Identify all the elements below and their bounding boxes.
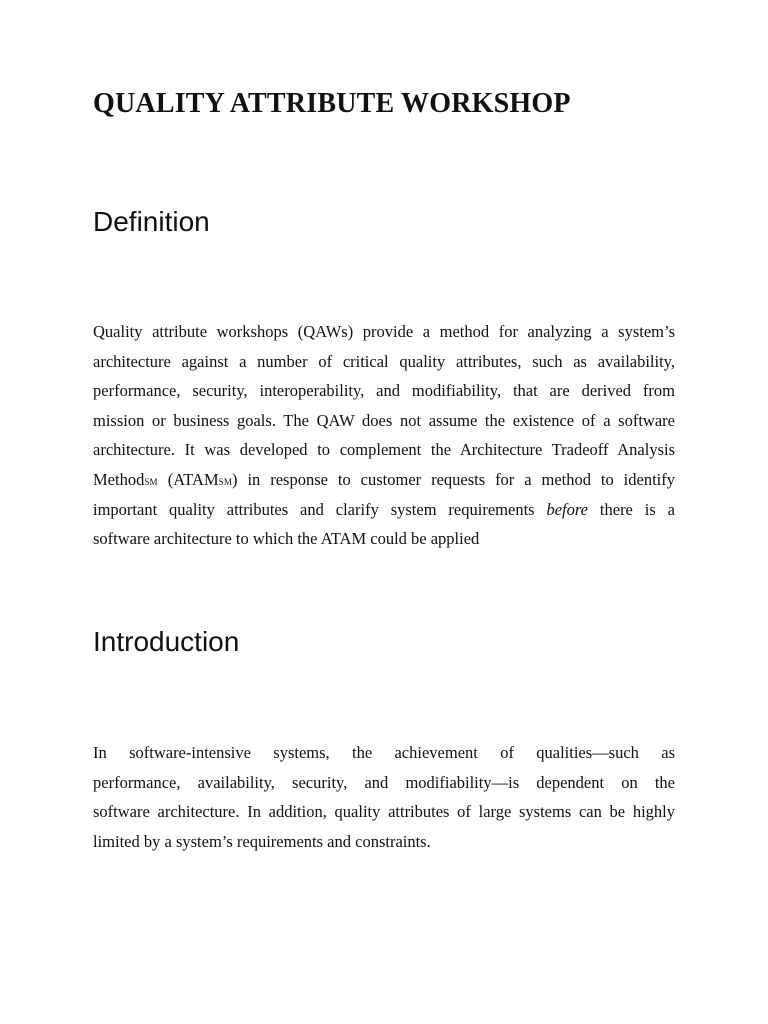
paragraph-line: architecture. It was developed to complement the Architecture Tradeoff Analysis bbox=[93, 440, 675, 460]
service-mark-text: SM bbox=[218, 476, 233, 487]
document-title: QUALITY ATTRIBUTE WORKSHOP bbox=[93, 88, 571, 119]
paragraph-line bbox=[93, 465, 675, 495]
paragraph-line: Quality attribute workshops (QAWs) provide a method for analyzing a system’s bbox=[93, 322, 675, 341]
paragraph-line: In software-intensive systems, the achievement of qualities—such as bbox=[93, 743, 675, 762]
line-text: there is a bbox=[588, 499, 675, 519]
paragraph-line bbox=[93, 495, 675, 525]
paragraph-line: software architecture to which the ATAM could be applied bbox=[93, 529, 480, 549]
paragraph-line: performance, security, interoperability, and modifiability, that are derived from bbox=[93, 381, 675, 401]
line-text: (ATAM bbox=[157, 469, 219, 489]
section-heading-definition: Definition bbox=[93, 206, 210, 237]
emphasis-text: before bbox=[546, 499, 589, 519]
introduction-paragraph bbox=[93, 738, 675, 856]
section-heading-introduction: Introduction bbox=[93, 626, 240, 657]
line-text: important quality attributes and clarify system requirements bbox=[93, 499, 547, 519]
line-text: Method bbox=[93, 469, 145, 489]
service-mark-text: SM bbox=[144, 476, 158, 487]
paragraph-line: limited by a system’s requirements and constraints. bbox=[93, 831, 431, 851]
paragraph-line: performance, availability, security, and modifiability—is dependent on the bbox=[93, 772, 675, 792]
line-text: ) in response to customer requests for a method to identify bbox=[232, 469, 675, 489]
definition-paragraph bbox=[93, 317, 675, 554]
paragraph-line: software architecture. In addition, quality attributes of large systems can be highly bbox=[93, 802, 675, 822]
paragraph-line: mission or business goals. The QAW does not assume the existence of a software bbox=[93, 410, 675, 430]
paragraph-line: architecture against a number of critical quality attributes, such as availability, bbox=[93, 351, 675, 371]
